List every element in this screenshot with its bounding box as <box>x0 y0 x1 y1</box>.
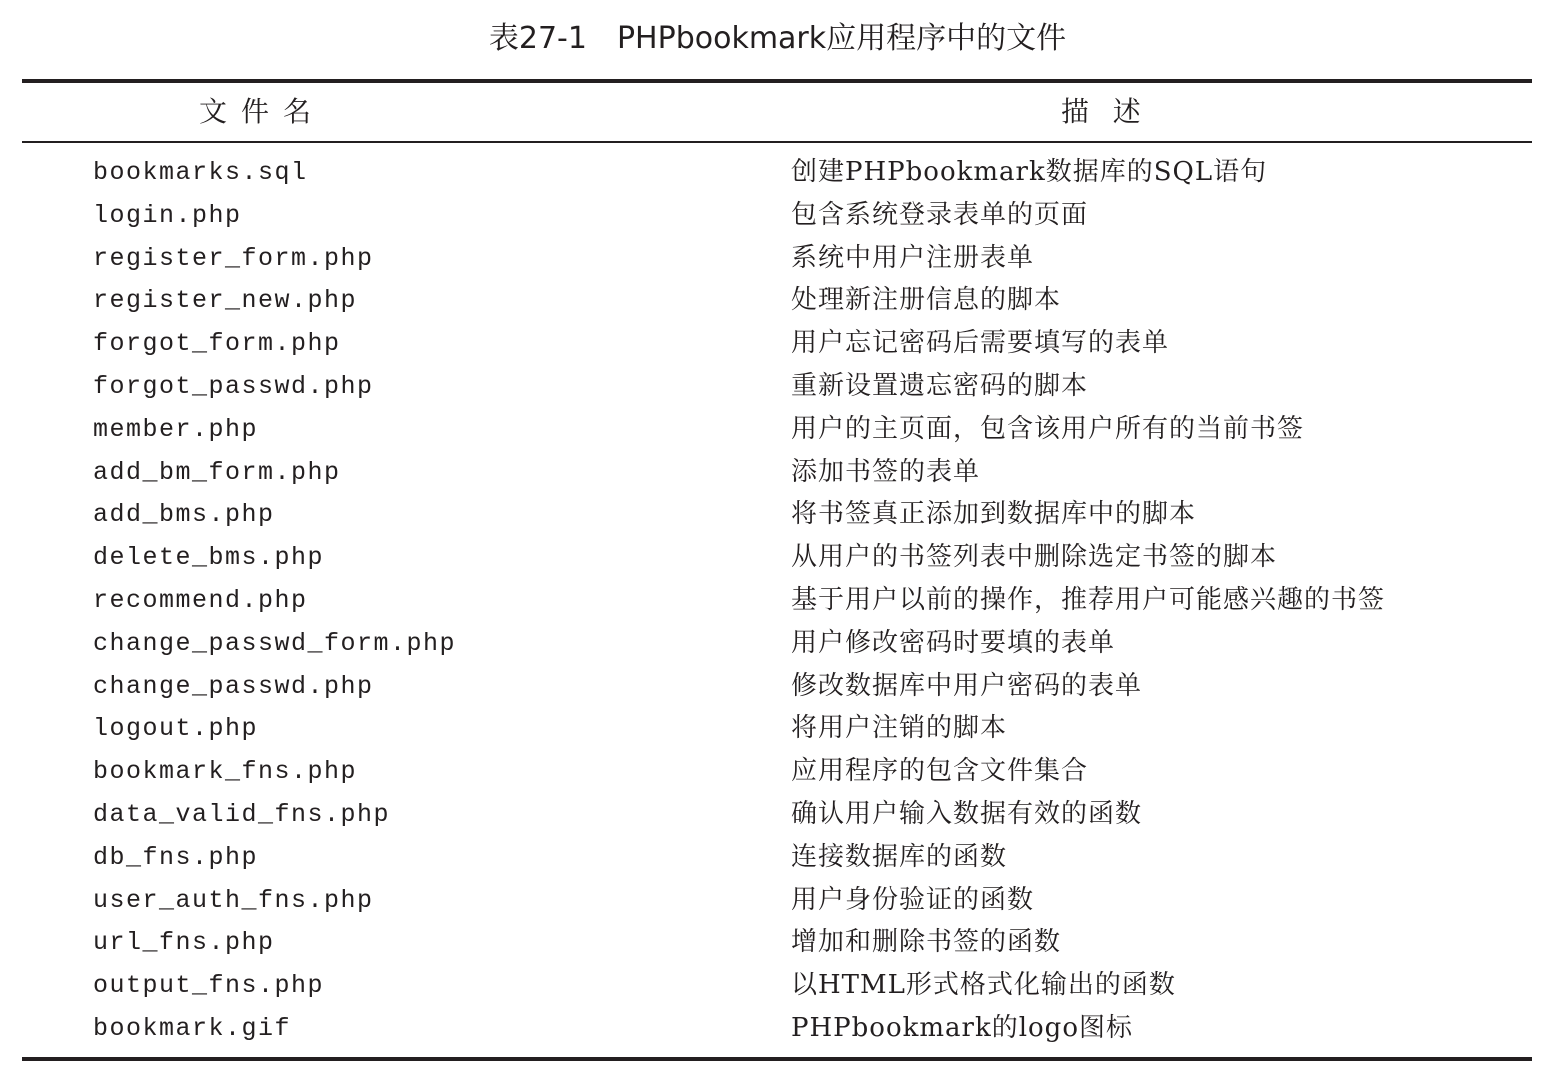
filename-cell: forgot_form.php <box>93 329 341 359</box>
filename-cell: output_fns.php <box>93 971 325 1001</box>
table-row <box>0 323 1555 366</box>
filename-cell: recommend.php <box>93 585 308 615</box>
filename-cell: data_valid_fns.php <box>93 799 391 829</box>
table-row <box>0 708 1555 751</box>
filename-cell: add_bm_form.php <box>93 457 341 487</box>
description-cell: 处理新注册信息的脚本 <box>791 285 1062 316</box>
table-row <box>0 1008 1555 1051</box>
table-caption <box>0 14 1555 64</box>
filename-cell: user_auth_fns.php <box>93 885 374 915</box>
table-row <box>0 366 1555 409</box>
description-cell: 用户忘记密码后需要填写的表单 <box>791 328 1170 359</box>
description-cell: 基于用户以前的操作，推荐用户可能感兴趣的书签 <box>791 584 1386 615</box>
description-cell: 确认用户输入数据有效的函数 <box>791 798 1143 829</box>
table-row <box>0 494 1555 537</box>
table-row <box>0 280 1555 323</box>
filename-cell: bookmarks.sql <box>93 158 308 187</box>
table-row <box>0 922 1555 965</box>
description-cell: 将用户注销的脚本 <box>791 713 1008 744</box>
table-row <box>0 238 1555 281</box>
table-title: PHPbookmark应用程序中的文件 <box>616 21 1067 56</box>
table-row <box>0 751 1555 794</box>
table-row <box>0 880 1555 923</box>
description-cell: 用户身份验证的函数 <box>791 884 1035 915</box>
table-body <box>0 152 1555 1051</box>
description-cell: 将书签真正添加到数据库中的脚本 <box>791 499 1197 530</box>
description-cell: 连接数据库的函数 <box>791 841 1008 872</box>
filename-cell: change_passwd.php <box>93 671 374 701</box>
top-rule <box>22 79 1532 83</box>
description-cell: 用户修改密码时要填的表单 <box>791 627 1116 658</box>
filename-cell: logout.php <box>93 714 259 744</box>
description-cell: 创建PHPbookmark数据库的SQL语句 <box>791 157 1268 187</box>
filename-cell: url_fns.php <box>93 928 275 958</box>
description-cell: 应用程序的包含文件集合 <box>791 756 1089 787</box>
filename-cell: bookmark_fns.php <box>93 757 358 787</box>
table-number: 表27-1 <box>488 21 587 56</box>
filename-cell: member.php <box>93 414 259 444</box>
description-cell: 修改数据库中用户密码的表单 <box>791 670 1143 701</box>
description-cell: 从用户的书签列表中删除选定书签的脚本 <box>791 542 1278 573</box>
description-cell: 系统中用户注册表单 <box>791 242 1035 273</box>
table-row <box>0 580 1555 623</box>
bottom-rule <box>22 1057 1532 1061</box>
filename-cell: register_form.php <box>93 243 374 273</box>
table-row <box>0 452 1555 495</box>
table-row <box>0 152 1555 195</box>
description-cell: PHPbookmark的logo图标 <box>791 1012 1133 1043</box>
table-row <box>0 965 1555 1008</box>
table-row <box>0 666 1555 709</box>
table-row <box>0 837 1555 880</box>
filename-cell: register_new.php <box>93 286 358 316</box>
table-row <box>0 409 1555 452</box>
description-cell: 包含系统登录表单的页面 <box>791 199 1089 230</box>
filename-cell: login.php <box>93 200 242 230</box>
description-cell: 添加书签的表单 <box>791 456 981 487</box>
filename-cell: add_bms.php <box>93 500 275 530</box>
table-row <box>0 537 1555 580</box>
table-row <box>0 794 1555 837</box>
description-cell: 以HTML形式格式化输出的函数 <box>791 970 1176 1001</box>
header-filename: 文件名 <box>199 95 326 128</box>
filename-cell: change_passwd_form.php <box>93 628 457 658</box>
filename-cell: forgot_passwd.php <box>93 371 374 401</box>
header-description: 描 述 <box>1061 95 1143 128</box>
filename-cell: bookmark.gif <box>93 1013 292 1043</box>
table-row <box>0 623 1555 666</box>
table-row <box>0 195 1555 238</box>
description-cell: 增加和删除书签的函数 <box>791 927 1062 958</box>
filename-cell: delete_bms.php <box>93 543 325 573</box>
description-cell: 用户的主页面，包含该用户所有的当前书签 <box>791 413 1305 444</box>
header-rule <box>22 141 1532 143</box>
filename-cell: db_fns.php <box>93 842 259 872</box>
description-cell: 重新设置遗忘密码的脚本 <box>791 370 1089 401</box>
